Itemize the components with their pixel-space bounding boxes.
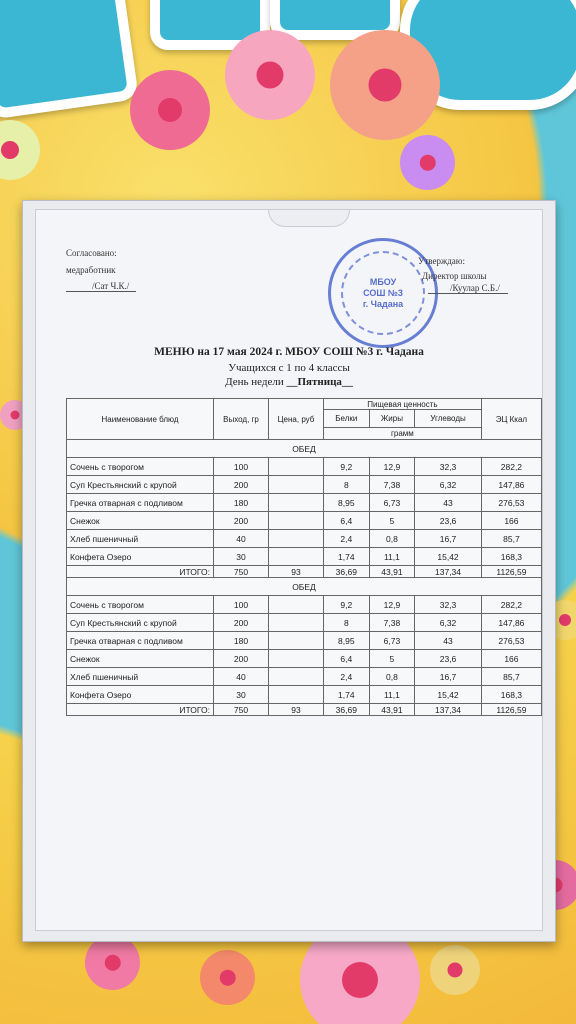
cell-fat: 11,1 (369, 686, 415, 704)
cell-price (269, 494, 324, 512)
approve-role: Директор школы (422, 271, 487, 281)
flower-decoration (85, 935, 140, 990)
school-stamp (328, 238, 438, 348)
flower-decoration (200, 950, 255, 1005)
cell-protein: 1,74 (324, 686, 370, 704)
header-fat: Жиры (369, 410, 415, 428)
cell-dish: Гречка отварная с подливом (67, 632, 214, 650)
cell-carbs: 23,6 (415, 650, 482, 668)
agreed-signature-text: /Сат Ч.К./ (92, 281, 130, 291)
stamp-line-3: г. Чадана (362, 298, 404, 309)
table-row (67, 632, 542, 650)
cell-yield: 30 (214, 548, 269, 566)
cell-price (269, 548, 324, 566)
cell-dish: Суп Крестьянский с крупой (67, 476, 214, 494)
total-yield: 750 (214, 566, 269, 578)
cell-fat: 6,73 (369, 494, 415, 512)
cell-kcal: 85,7 (481, 668, 541, 686)
cell-dish: Сочень с творогом (67, 458, 214, 476)
total-price: 93 (269, 566, 324, 578)
cell-yield: 40 (214, 530, 269, 548)
total-label: ИТОГО: (67, 704, 214, 716)
cell-yield: 200 (214, 476, 269, 494)
cell-kcal: 85,7 (481, 530, 541, 548)
cell-price (269, 476, 324, 494)
total-carbs: 137,34 (415, 566, 482, 578)
cell-yield: 30 (214, 686, 269, 704)
cell-carbs: 15,42 (415, 686, 482, 704)
cell-kcal: 282,2 (481, 596, 541, 614)
cell-protein: 6,4 (324, 650, 370, 668)
header-yield: Выход, гр (214, 399, 269, 440)
cell-carbs: 43 (415, 494, 482, 512)
header-carbs: Углеводы (415, 410, 482, 428)
cell-yield: 200 (214, 512, 269, 530)
cell-yield: 180 (214, 494, 269, 512)
menu-table (66, 398, 542, 716)
sign-letter-m (0, 0, 139, 120)
cell-price (269, 632, 324, 650)
cell-fat: 7,38 (369, 476, 415, 494)
table-row (67, 650, 542, 668)
header-nutrition: Пищевая ценность (324, 399, 482, 410)
flower-decoration (330, 30, 440, 140)
cell-price (269, 614, 324, 632)
total-label: ИТОГО: (67, 566, 214, 578)
cell-yield: 100 (214, 458, 269, 476)
approve-signature-text: /Куулар С.Б./ (450, 283, 500, 293)
menu-sheet (22, 200, 556, 942)
table-row (67, 686, 542, 704)
total-row (67, 704, 542, 716)
cell-price (269, 650, 324, 668)
cell-protein: 8 (324, 614, 370, 632)
agreed-label: Согласовано: (66, 248, 117, 258)
flower-decoration (400, 135, 455, 190)
cell-price (269, 530, 324, 548)
cell-carbs: 6,32 (415, 476, 482, 494)
cell-carbs: 43 (415, 632, 482, 650)
cell-fat: 12,9 (369, 458, 415, 476)
cell-yield: 100 (214, 596, 269, 614)
total-carbs: 137,34 (415, 704, 482, 716)
section-title: ОБЕД (67, 440, 542, 458)
section-row (67, 578, 542, 596)
cell-kcal: 276,53 (481, 632, 541, 650)
table-row (67, 596, 542, 614)
header-unit: грамм (324, 428, 482, 440)
section-row (67, 440, 542, 458)
approve-signature (428, 283, 508, 294)
approve-label: Утверждаю: (418, 256, 466, 266)
cell-yield: 40 (214, 668, 269, 686)
cell-protein: 6,4 (324, 512, 370, 530)
cell-price (269, 458, 324, 476)
cell-carbs: 16,7 (415, 668, 482, 686)
cell-protein: 9,2 (324, 596, 370, 614)
agreed-role: медработник (66, 265, 116, 275)
total-fat: 43,91 (369, 566, 415, 578)
table-row (67, 458, 542, 476)
menu-students: Учащихся с 1 по 4 классы (228, 362, 350, 374)
cell-fat: 11,1 (369, 548, 415, 566)
table-row (67, 476, 542, 494)
cell-dish: Хлеб пшеничный (67, 530, 214, 548)
agreed-signature (66, 281, 136, 292)
section-title: ОБЕД (67, 578, 542, 596)
table-row (67, 530, 542, 548)
cell-fat: 0,8 (369, 668, 415, 686)
cell-fat: 0,8 (369, 530, 415, 548)
cell-dish: Снежок (67, 650, 214, 668)
cell-kcal: 147,86 (481, 476, 541, 494)
flower-decoration (225, 30, 315, 120)
cell-price (269, 512, 324, 530)
cell-protein: 2,4 (324, 530, 370, 548)
cell-dish: Сочень с творогом (67, 596, 214, 614)
total-row (67, 566, 542, 578)
menu-table-body (67, 440, 542, 716)
header-kcal: ЭЦ Ккал (481, 399, 541, 440)
sheet-notch (268, 210, 350, 227)
cell-price (269, 668, 324, 686)
cell-yield: 180 (214, 632, 269, 650)
total-fat: 43,91 (369, 704, 415, 716)
cell-price (269, 686, 324, 704)
cell-kcal: 168,3 (481, 686, 541, 704)
cell-kcal: 276,53 (481, 494, 541, 512)
stamp-line-1: МБОУ (369, 276, 397, 287)
header-price: Цена, руб (269, 399, 324, 440)
cell-yield: 200 (214, 614, 269, 632)
cell-dish: Конфета Озеро (67, 548, 214, 566)
sheet-protector (35, 209, 543, 931)
header-dish: Наименование блюд (67, 399, 214, 440)
cell-dish: Суп Крестьянский с крупой (67, 614, 214, 632)
cell-kcal: 166 (481, 650, 541, 668)
total-protein: 36,69 (324, 566, 370, 578)
menu-day-value: __Пятница__ (286, 376, 353, 388)
cell-fat: 12,9 (369, 596, 415, 614)
cell-kcal: 168,3 (481, 548, 541, 566)
cell-protein: 2,4 (324, 668, 370, 686)
cell-kcal: 166 (481, 512, 541, 530)
cell-carbs: 16,7 (415, 530, 482, 548)
menu-title: МЕНЮ на 17 мая 2024 г. МБОУ СОШ №3 г. Чадана (154, 346, 424, 358)
stamp-line-2: СОШ №3 (363, 287, 403, 298)
cell-protein: 9,2 (324, 458, 370, 476)
cell-dish: Гречка отварная с подливом (67, 494, 214, 512)
cell-fat: 5 (369, 650, 415, 668)
cell-carbs: 32,3 (415, 458, 482, 476)
cell-kcal: 282,2 (481, 458, 541, 476)
flower-decoration (430, 945, 480, 995)
menu-day (36, 376, 542, 388)
cell-dish: Конфета Озеро (67, 686, 214, 704)
cell-fat: 6,73 (369, 632, 415, 650)
cell-dish: Снежок (67, 512, 214, 530)
cell-carbs: 23,6 (415, 512, 482, 530)
cell-carbs: 6,32 (415, 614, 482, 632)
table-row (67, 548, 542, 566)
cell-price (269, 596, 324, 614)
flower-decoration (0, 120, 40, 180)
cell-fat: 5 (369, 512, 415, 530)
header-protein: Белки (324, 410, 370, 428)
cell-carbs: 32,3 (415, 596, 482, 614)
cell-protein: 8,95 (324, 632, 370, 650)
cell-fat: 7,38 (369, 614, 415, 632)
flower-decoration (130, 70, 210, 150)
cell-carbs: 15,42 (415, 548, 482, 566)
cell-yield: 200 (214, 650, 269, 668)
table-row (67, 494, 542, 512)
total-kcal: 1126,59 (481, 704, 541, 716)
total-yield: 750 (214, 704, 269, 716)
cell-dish: Хлеб пшеничный (67, 668, 214, 686)
total-kcal: 1126,59 (481, 566, 541, 578)
menu-day-label: День недели (225, 376, 284, 388)
cell-kcal: 147,86 (481, 614, 541, 632)
table-row (67, 668, 542, 686)
total-protein: 36,69 (324, 704, 370, 716)
total-price: 93 (269, 704, 324, 716)
cell-protein: 1,74 (324, 548, 370, 566)
table-row (67, 512, 542, 530)
table-row (67, 614, 542, 632)
cell-protein: 8,95 (324, 494, 370, 512)
cell-protein: 8 (324, 476, 370, 494)
